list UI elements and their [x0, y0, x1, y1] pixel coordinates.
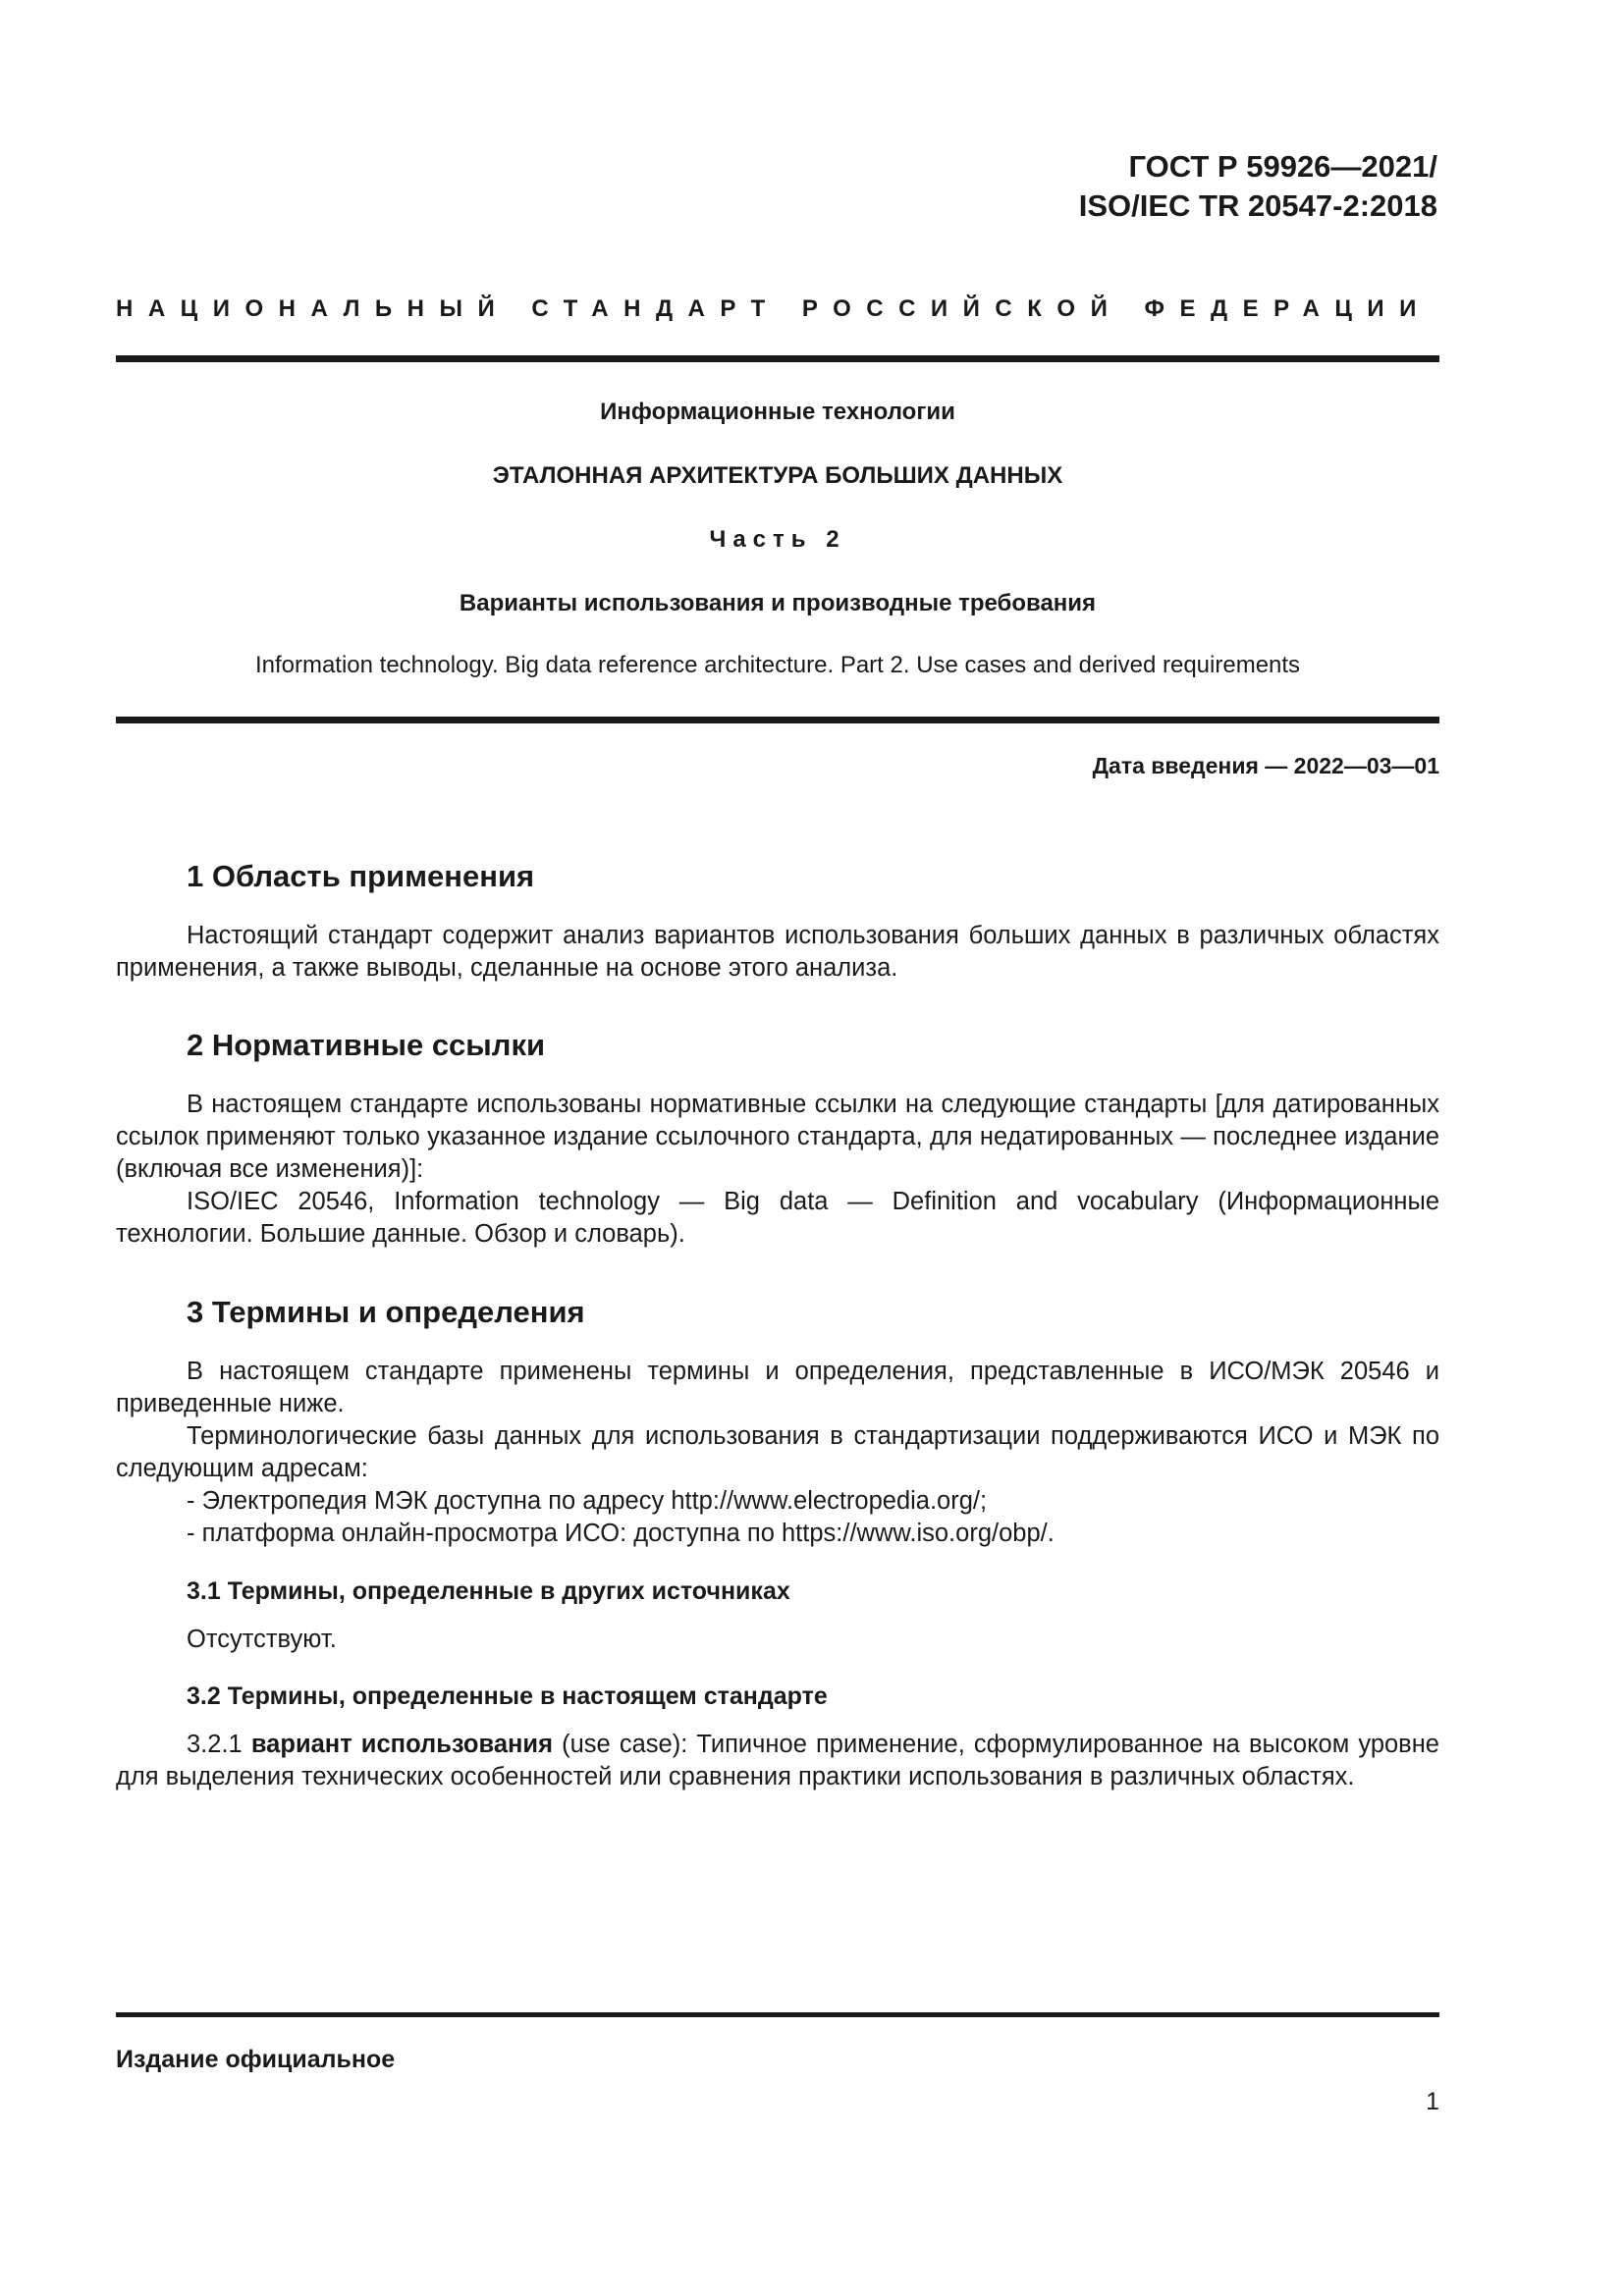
title-subtitle: Варианты использования и производные требования: [459, 590, 1097, 616]
subsection-3-2: [116, 1681, 1439, 1712]
document-number: [1079, 147, 1437, 226]
section-1: [116, 858, 1439, 895]
section-1-body: [116, 920, 1439, 985]
section-1-paragraph: Настоящий стандарт содержит анализ вариантов использования больших данных в различных областях применения, а также выводы, сделанные на основе этого анализа.: [116, 922, 1439, 982]
section-3-paragraph-2: Терминологические базы данных для использования в стандартизации поддерживаются ИСО и МЭК по следующим адресам:: [116, 1422, 1439, 1482]
section-2-paragraph-2: ISO/IEC 20546, Information technology — Big data — Definition and vocabulary (Информационные технологии. Большие данные. Обзор и словарь).: [116, 1188, 1439, 1248]
footer-rule: [116, 2012, 1439, 2017]
title-main: ЭТАЛОННАЯ АРХИТЕКТУРА БОЛЬШИХ ДАННЫХ: [492, 462, 1063, 489]
definition-text: (use case): Типичное применение, сформулированное на высоком уровне для выделения технических особенностей или сравнения практики использования в различных областях.: [116, 1731, 1439, 1790]
definition-paragraph: [116, 1729, 1439, 1793]
definition-number: 3.2.1: [187, 1731, 243, 1758]
section-3-list-item-2: - платформа онлайн-просмотра ИСО: доступна по https://www.iso.org/obp/.: [187, 1520, 1055, 1547]
national-standard-banner: НАЦИОНАЛЬНЫЙ СТАНДАРТ РОССИЙСКОЙ ФЕДЕРАЦИИ: [116, 295, 1432, 322]
title-part: Часть 2: [709, 526, 846, 553]
definition-term: вариант использования: [250, 1731, 553, 1758]
date-of-introduction: Дата введения — 2022—03—01: [1092, 753, 1439, 778]
section-2-heading: 2 Нормативные ссылки: [187, 1028, 546, 1062]
subsection-3-1-text: Отсутствуют.: [187, 1626, 337, 1653]
section-3-list-item-1: - Электропедия МЭК доступна по адресу http://www.electropedia.org/;: [187, 1487, 988, 1515]
top-rule: [116, 355, 1439, 362]
title-rule: [116, 717, 1439, 723]
official-edition-label: Издание официальное: [116, 2046, 396, 2073]
section-1-heading: 1 Область применения: [187, 859, 535, 893]
section-3: [116, 1294, 1439, 1331]
section-2-body: [116, 1089, 1439, 1251]
subsection-3-1-heading: 3.1 Термины, определенные в других источниках: [187, 1577, 790, 1605]
section-2-paragraph-1: В настоящем стандарте использованы нормативные ссылки на следующие стандарты [для датированных ссылок применяют только указанное издание ссылочного стандарта, для недатированных — последнее издание (включая все изменения)]:: [116, 1091, 1439, 1183]
definition-3-2-1: [116, 1729, 1439, 1793]
section-2: [116, 1027, 1439, 1064]
subsection-3-2-heading: 3.2 Термины, определенные в настоящем стандарте: [187, 1682, 828, 1710]
section-3-heading: 3 Термины и определения: [187, 1295, 585, 1329]
subsection-3-1: [116, 1575, 1439, 1607]
title-field: Информационные технологии: [600, 399, 955, 425]
section-3-paragraph-1: В настоящем стандарте применены термины и определения, представленные в ИСО/МЭК 20546 и приведенные ниже.: [116, 1358, 1439, 1417]
title-english: Information technology. Big data reference architecture. Part 2. Use cases and derived requirements: [254, 652, 1301, 678]
document-number-line1: ГОСТ Р 59926—2021/: [1128, 149, 1437, 184]
document-number-line2: ISO/IEC TR 20547-2:2018: [1078, 188, 1437, 223]
section-3-body: [116, 1356, 1439, 1550]
page-number: 1: [1426, 2088, 1439, 2115]
subsection-3-1-body: [116, 1624, 1439, 1656]
